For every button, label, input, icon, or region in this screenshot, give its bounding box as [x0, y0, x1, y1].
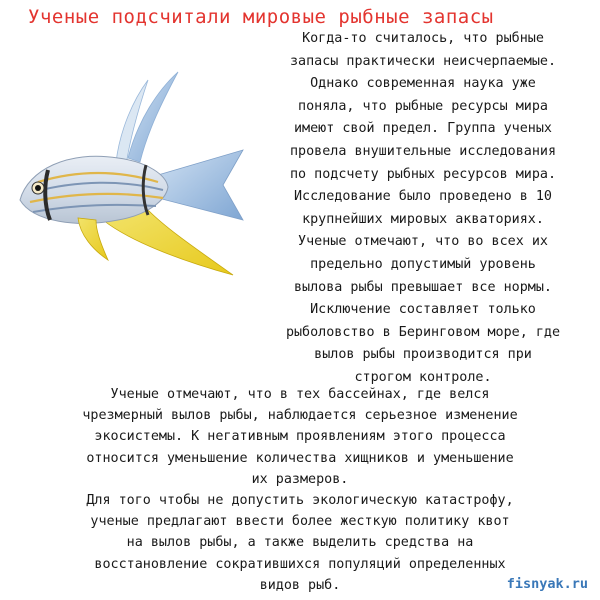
text-line: Исключение составляет только	[310, 302, 536, 318]
text-line: видов рыб.	[259, 577, 341, 593]
text-line: их размеров.	[251, 471, 349, 487]
text-line: относится уменьшение количества хищников и уменьшение	[86, 450, 514, 466]
text-line: восстановление сократившихся популяций определенных	[94, 556, 506, 572]
text-line: ученые предлагают ввести более жесткую политику квот	[90, 514, 510, 530]
watermark: fisnyak.ru	[506, 576, 588, 592]
text-line: Для того чтобы не допустить экологическую катастрофу,	[86, 493, 514, 509]
text-line: вылова рыбы превышает все нормы.	[294, 279, 552, 295]
text-line: имеют свой предел. Группа ученых	[294, 121, 552, 137]
text-line: Однако современная наука уже	[310, 76, 536, 92]
text-line: вылов рыбы производится при	[314, 347, 532, 363]
text-line: крупнейших мировых акваториях.	[302, 211, 544, 227]
text-line: чрезмерный вылов рыбы, наблюдается серьезное изменение	[82, 408, 518, 424]
text-line: рыболовство в Беринговом море, где	[285, 324, 561, 340]
text-line: на вылов рыбы, а также выделить средства на	[126, 535, 474, 551]
text-line: Ученые отмечают, что в тех бассейнах, где велся	[110, 387, 490, 402]
text-line: Когда-то считалось, что рыбные	[302, 31, 544, 46]
text-line: экосистемы. К негативным проявлениям этого процесса	[94, 429, 506, 445]
text-line: провела внушительные исследования	[289, 143, 557, 159]
page-title: Ученые подсчитали мировые рыбные запасы	[28, 6, 494, 28]
text-line: запасы практически неисчерпаемые.	[289, 53, 557, 69]
text-line: по подсчету рыбных ресурсов мира.	[289, 166, 557, 182]
text-line: строгом контроле.	[354, 369, 492, 385]
intro-paragraph	[250, 28, 596, 390]
fish-illustration-icon	[8, 70, 248, 290]
text-line: предельно допустимый уровень	[310, 256, 536, 272]
body-paragraph	[0, 384, 600, 596]
text-line: поняла, что рыбные ресурсы мира	[298, 98, 548, 114]
text-line: Исследование было проведено в 10	[294, 189, 552, 205]
text-line: Ученые отмечают, что во всех их	[298, 234, 548, 250]
